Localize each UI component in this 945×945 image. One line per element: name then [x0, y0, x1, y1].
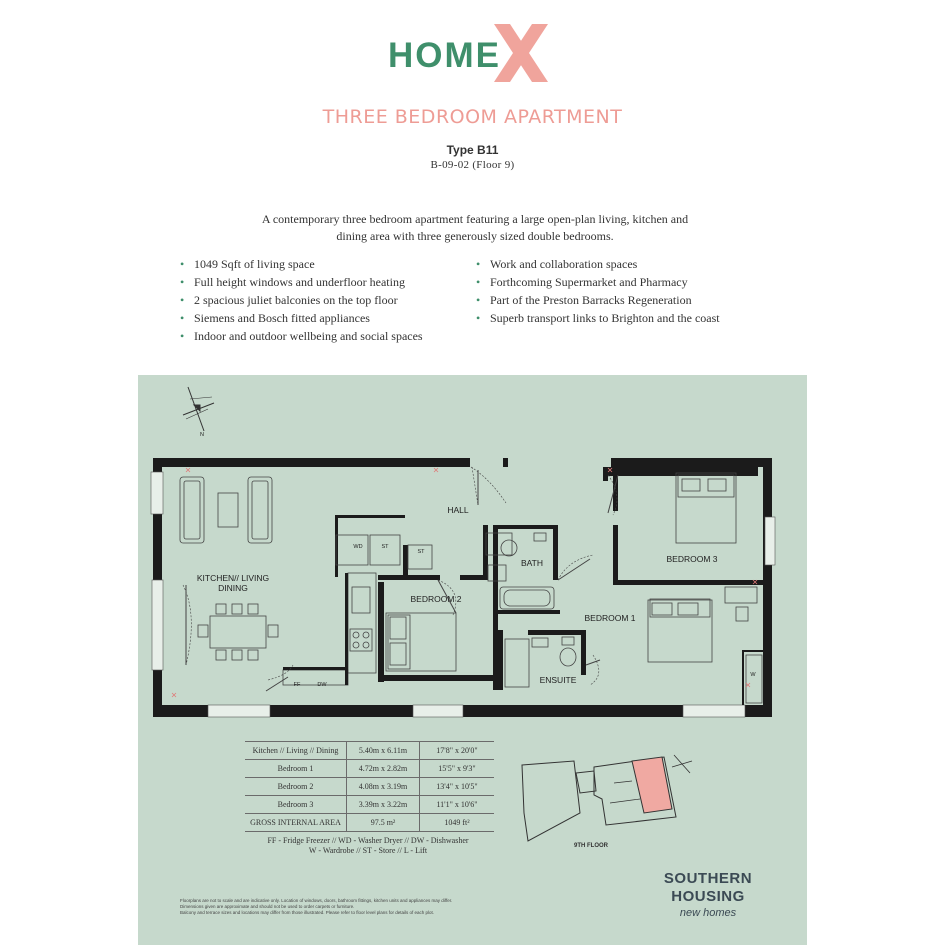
room-label-hall: HALL: [447, 505, 469, 515]
table-cell: 15'5" x 9'3": [420, 760, 495, 778]
disclaimer-line: Dimensions given are approximate and should not be used to order carpets or furniture.: [180, 904, 355, 909]
area-table: [245, 741, 494, 832]
floorplan-drawing: [138, 375, 807, 745]
table-cell: Bedroom 1: [245, 760, 347, 778]
room-label-dw: DW: [317, 682, 327, 688]
compass-icon: [672, 755, 692, 773]
abbreviation-legend: [248, 836, 488, 856]
disclaimer-line: Floorplans are not to scale and are indicative only. Location of windows, doors, bathroom fittings, kitchen units and appliances may differ.: [180, 898, 453, 903]
logo-text: HOME: [388, 36, 501, 75]
feature-item: • Superb transport links to Brighton and the coast: [476, 309, 720, 327]
table-cell: 97.5 m²: [347, 814, 420, 832]
homex-logo: [388, 22, 558, 92]
feature-item: • Part of the Preston Barracks Regeneration: [476, 291, 720, 309]
table-row: [245, 796, 494, 814]
room-label-ensuite: ENSUITE: [539, 675, 577, 685]
room-label-bedroom1: BEDROOM 1: [584, 613, 636, 623]
table-row: [245, 814, 494, 832]
feature-item: • Siemens and Bosch fitted appliances: [180, 309, 423, 327]
legend-line: FF - Fridge Freezer // WD - Washer Dryer // DW - Dishwasher: [267, 836, 469, 845]
table-row: [245, 760, 494, 778]
table-cell: Kitchen // Living // Dining: [245, 742, 347, 760]
table-cell: 11'1" x 10'6": [420, 796, 495, 814]
room-label-st: ST: [381, 544, 389, 550]
feature-item: • Work and collaboration spaces: [476, 255, 720, 273]
legend-line: W - Wardrobe // ST - Store // L - Lift: [308, 846, 428, 855]
table-cell: 17'8" x 20'0": [420, 742, 495, 760]
room-label-w: W: [750, 672, 756, 678]
key-plan: [514, 753, 704, 845]
table-cell: 3.39m x 3.22m: [347, 796, 420, 814]
floorplan-panel: [138, 375, 807, 945]
north-label: N: [200, 432, 204, 438]
table-cell: 5.40m x 6.11m: [347, 742, 420, 760]
table-cell: GROSS INTERNAL AREA: [245, 814, 347, 832]
compass-icon: [183, 387, 214, 431]
keyplan-label: 9TH FLOOR: [574, 843, 608, 849]
feature-item: • Forthcoming Supermarket and Pharmacy: [476, 273, 720, 291]
table-cell: 1049 ft²: [420, 814, 495, 832]
feature-item: • 2 spacious juliet balconies on the top floor: [180, 291, 423, 309]
developer-name-line1: SOUTHERN: [663, 870, 753, 887]
room-label-wd: WD: [353, 544, 363, 550]
table-cell: 4.08m x 3.19m: [347, 778, 420, 796]
disclaimer: [180, 898, 480, 916]
feature-item: • 1049 Sqft of living space: [180, 255, 423, 273]
developer-name-line2: HOUSING: [671, 888, 745, 905]
developer-tagline: new homes: [679, 907, 737, 919]
room-label-ff: FF: [293, 682, 301, 688]
room-label-bedroom3: BEDROOM 3: [666, 554, 718, 564]
table-row: [245, 742, 494, 760]
apartment-type: Type B11: [446, 143, 499, 157]
logo-x-mark: [492, 22, 550, 84]
table-cell: Bedroom 2: [245, 778, 347, 796]
feature-item: • Full height windows and underfloor heating: [180, 273, 423, 291]
features-list-right: [476, 255, 720, 327]
disclaimer-line: Balcony and terrace sizes and locations may differ from those illustrated. Please refer to floor level plans for details of each plot.: [180, 910, 435, 915]
developer-logo: [658, 870, 758, 920]
room-label-bedroom2: BEDROOM 2: [410, 594, 462, 604]
room-label-dining: DINING: [218, 583, 248, 593]
features-list-left: [180, 255, 423, 345]
table-cell: Bedroom 3: [245, 796, 347, 814]
table-cell: 4.72m x 2.82m: [347, 760, 420, 778]
table-cell: 13'4" x 10'5": [420, 778, 495, 796]
unit-reference: B-09-02 (Floor 9): [430, 159, 515, 171]
page-title: THREE BEDROOM APARTMENT: [322, 106, 623, 128]
description: A contemporary three bedroom apartment featuring a large open-plan living, kitchen and dining area with three generously sized double bedrooms.: [261, 212, 689, 243]
table-row: [245, 778, 494, 796]
feature-item: • Indoor and outdoor wellbeing and social spaces: [180, 327, 423, 345]
room-label-kitchen: KITCHEN// LIVING: [196, 573, 270, 583]
room-label-st: ST: [417, 549, 425, 555]
room-label-bath: BATH: [520, 558, 544, 568]
